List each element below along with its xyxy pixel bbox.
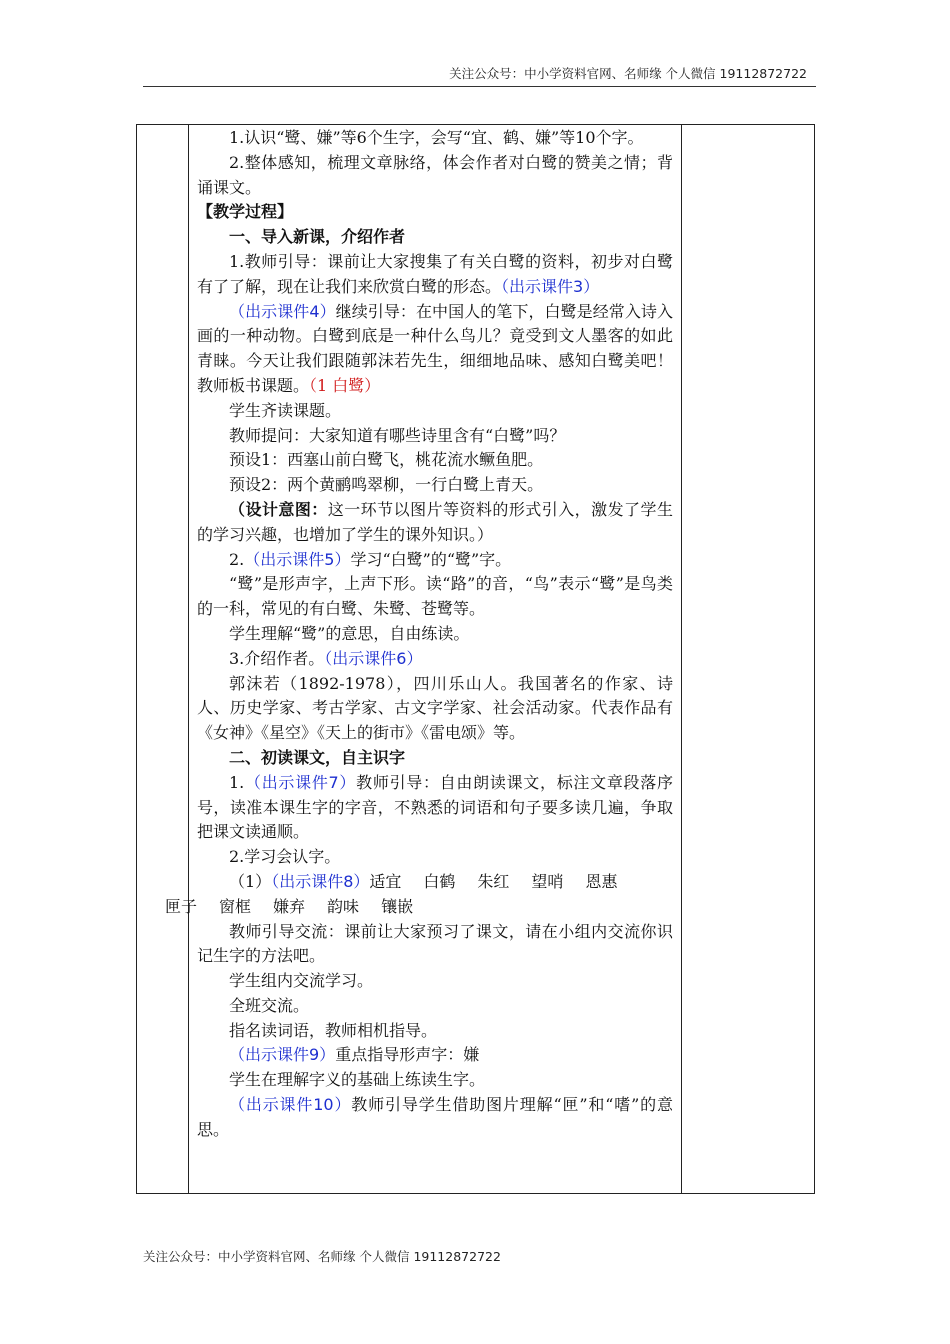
paragraph: 2.学习会认字。	[229, 847, 341, 867]
paragraph	[197, 771, 673, 845]
paragraph: 学生齐读课题。	[229, 400, 342, 420]
slide-reference: （出示课件4）	[229, 301, 336, 321]
paragraph: “鹭”是形声字，上声下形。读“路”的音，“鸟”表示“鹭”是鸟类的一科，常见的有白鹭、朱鹭、苍鹭等。	[197, 574, 673, 619]
paragraph	[197, 1043, 673, 1068]
paragraph: 学生组内交流学习。	[229, 971, 374, 991]
page-header-text: 关注公众号：中小学资料官网、名师缘 个人微信 19112872722	[449, 66, 807, 81]
slide-reference: （出示课件5）	[244, 549, 351, 569]
board-title: （1 白鹭）	[309, 375, 381, 395]
paragraph	[197, 647, 673, 672]
design-intent	[197, 498, 673, 548]
slide-reference: （出示课件9）	[229, 1045, 336, 1065]
word: 嫌弃	[273, 896, 306, 916]
paragraph: 预设2：两个黄鹂鸣翠柳，一行白鹭上青天。	[229, 475, 544, 495]
word-list	[165, 870, 673, 920]
objective-1: 1.认识“鹭、嫌”等6个生字，会写“宜、鹤、嫌”等10个字。	[229, 128, 644, 147]
paragraph: 教师提问：大家知道有哪些诗里含有“白鹭”吗？	[229, 425, 566, 445]
page-footer-text: 关注公众号：中小学资料官网、名师缘 个人微信 19112872722	[143, 1249, 501, 1264]
design-intent-text: 这一环节以图片等资料的形式引入，激发了学生的学习兴趣，也增加了学生的课外知识。）	[197, 499, 673, 544]
paragraph	[197, 548, 673, 573]
paragraph: 郭沫若（1892-1978），四川乐山人。我国著名的作家、诗人、历史学家、考古学家、古文字学家、社会活动家。代表作品有《女神》《星空》《天上的街市》《雷电颂》等。	[197, 673, 673, 743]
word: 望哨	[531, 871, 564, 891]
paragraph-text: 重点指导形声字：嫌	[335, 1045, 480, 1065]
slide-reference: （出示课件6）	[324, 648, 423, 668]
paragraph-text: 学习“白鹭”的“鹭”字。	[350, 549, 512, 569]
slide-reference: （出示课件3）	[501, 276, 600, 296]
paragraph: 预设1：西塞山前白鹭飞，桃花流水鳜鱼肥。	[229, 450, 544, 470]
paragraph	[197, 300, 673, 399]
paragraph-text: 3.介绍作者。	[229, 648, 325, 668]
section-heading-1: 一、导入新课，介绍作者	[229, 227, 406, 247]
word: 匣子	[165, 896, 198, 916]
word: 恩惠	[585, 871, 618, 891]
header-divider	[143, 86, 816, 87]
section-heading-2: 二、初读课文，自主识字	[229, 747, 406, 767]
word: 适宜	[369, 871, 402, 891]
paragraph: 全班交流。	[229, 995, 310, 1015]
paragraph-text: 教师引导：自由朗读课文，标注文章段落序号，读准本课生字的字音，不熟悉的词语和句子要多读几遍，争取把课文读通顺。	[197, 772, 673, 842]
paragraph-text: 教师引导学生借助图片理解“匣”和“嗜”的意思。	[197, 1095, 673, 1139]
paragraph-number: （1）	[229, 871, 272, 891]
slide-reference: （出示课件8）	[271, 871, 370, 891]
word: 白鹤	[423, 871, 456, 891]
paragraph: 教师引导交流：课前让大家预习了课文，请在小组内交流你识记生字的方法吧。	[197, 921, 673, 966]
word: 朱红	[477, 871, 510, 891]
word: 窗框	[219, 896, 252, 916]
process-heading: 【教学过程】	[197, 202, 294, 222]
table-column-divider	[681, 125, 682, 1193]
paragraph-number: 1.	[229, 772, 245, 792]
paragraph-text: 继续引导：在中国人的笔下，白鹭是经常入诗入画的一种动物。白鹭到底是一种什么鸟儿？竟受到文人墨客的如此青睐。今天让我们跟随郭沫若先生，细细地品味、感知白鹭美吧！教师板书课题。	[197, 301, 673, 395]
paragraph	[197, 250, 673, 300]
paragraph	[197, 1093, 673, 1143]
table-column-divider	[188, 125, 189, 1193]
word: 镶嵌	[381, 896, 414, 916]
paragraph: 学生在理解字义的基础上练读生字。	[229, 1070, 486, 1090]
paragraph-text: 1.教师引导：课前让大家搜集了有关白鹭的资料，初步对白鹭有了了解，现在让我们来欣赏白鹭的形态。	[197, 251, 673, 296]
paragraph: 指名读词语，教师相机指导。	[229, 1020, 438, 1040]
paragraph: 学生理解“鹭”的意思，自由练读。	[229, 623, 470, 643]
slide-reference: （出示课件10）	[229, 1095, 352, 1115]
paragraph-number: 2.	[229, 549, 245, 569]
slide-reference: （出示课件7）	[244, 772, 357, 792]
design-intent-label: （设计意图：	[229, 499, 328, 519]
objective-2: 2.整体感知，梳理文章脉络，体会作者对白鹭的赞美之情；背诵课文。	[197, 152, 673, 197]
word: 韵味	[327, 896, 360, 916]
lesson-content	[165, 126, 673, 1143]
